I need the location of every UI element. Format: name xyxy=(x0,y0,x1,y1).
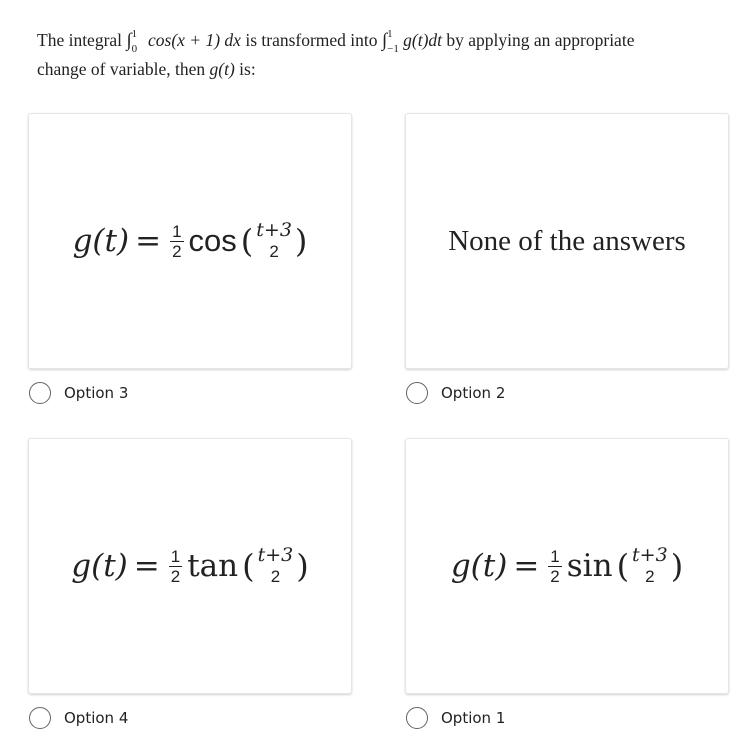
option-4-radio[interactable]: Option 4 xyxy=(29,707,128,729)
radio-circle-icon[interactable] xyxy=(29,707,51,729)
integral-sign: ∫ xyxy=(381,30,388,51)
option-4-card[interactable] xyxy=(28,438,352,694)
integral-limits: 1 0 xyxy=(131,27,138,55)
radio-circle-icon[interactable] xyxy=(406,382,428,404)
radio-circle-icon[interactable] xyxy=(29,382,51,404)
answer-var: g(t) xyxy=(209,59,235,79)
question-text: The integral ∫ 1 0 cos(x + 1) dx is transformed into ∫ 1 −1 g(t)dt by applying an appropriate change of variable, then g(t) is: xyxy=(37,27,635,79)
option-3-radio[interactable]: Option 3 xyxy=(29,382,128,404)
option-3-card[interactable] xyxy=(28,113,352,369)
formula-tan: g(t) = $\frac{1}{2}$ tan ( t+3 2 ) xyxy=(71,544,309,586)
radio-circle-icon[interactable] xyxy=(406,707,428,729)
option-2-radio[interactable]: Option 2 xyxy=(406,382,505,404)
integrand: cos(x + 1) dx xyxy=(148,30,241,50)
option-1-radio[interactable]: Option 1 xyxy=(406,707,505,729)
formula-sin: g(t) = $\frac{1}{2}$ sin ( t+3 2 ) xyxy=(450,544,684,586)
option-1-card[interactable] xyxy=(405,438,729,694)
option-2-card[interactable] xyxy=(405,113,729,369)
none-of-answers-text: None of the answers xyxy=(448,224,686,257)
integral-limits: 1 −1 xyxy=(387,27,399,55)
integrand: g(t)dt xyxy=(403,30,443,50)
integral-sign: ∫ xyxy=(126,30,132,51)
formula-cos: g(t) = $\frac{1}{2}$ cos ( t+3 2 ) xyxy=(72,219,308,261)
